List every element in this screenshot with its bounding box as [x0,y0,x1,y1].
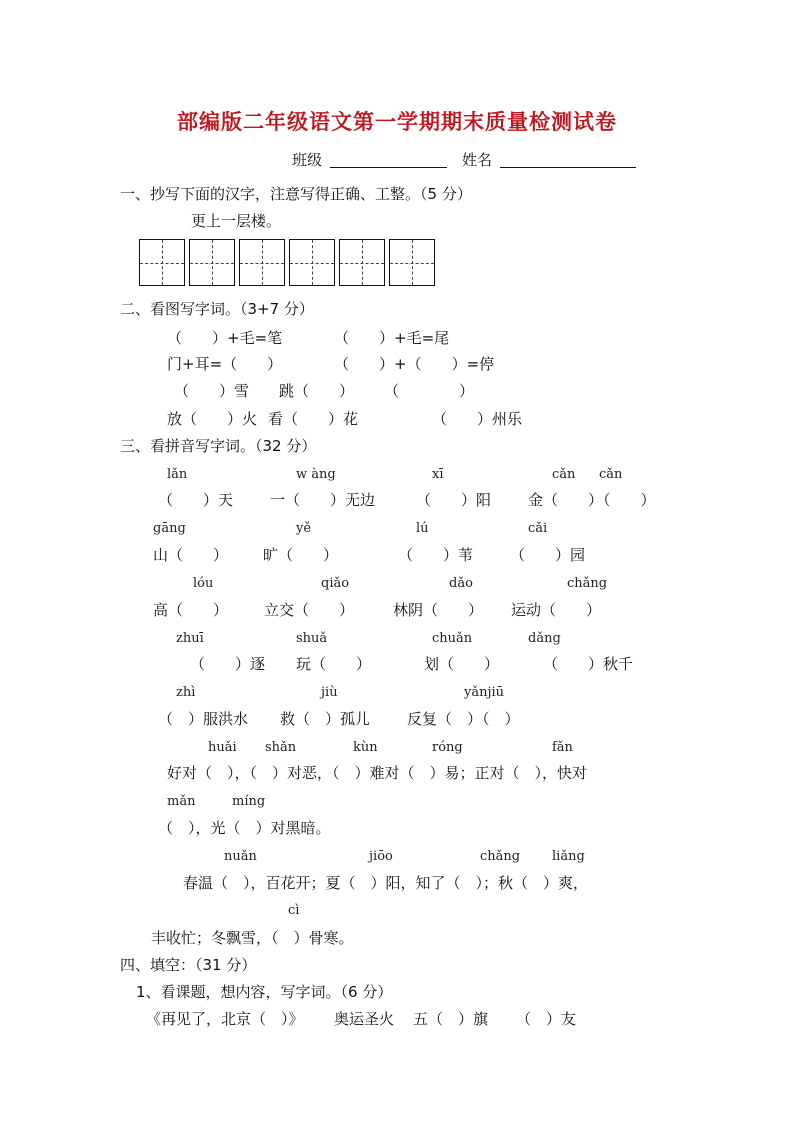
word-blank: 划（ ） [424,655,500,673]
writing-box[interactable] [339,239,385,286]
pinyin: fǎn [552,740,573,755]
word-blank: （ ）服洪水 [158,710,249,728]
q2-item: （ ）雪 跳（ ） [174,382,355,400]
writing-grid[interactable] [139,239,435,286]
q2-item: （ ）+毛=尾 [334,329,450,347]
pinyin: shuǎ [296,631,328,646]
pinyin: liǎng [552,849,585,864]
sub-question: 1、看课题，想内容，写字词。（6 分） [136,983,393,1001]
q2-item: （ ）+毛=笔 [167,329,283,347]
word-blank: 金（ ）（ ） [528,491,656,509]
word-blank: 高（ ） [153,601,229,619]
pinyin: yǎnjiū [464,685,505,700]
pinyin: huǎi [208,740,237,755]
word-blank: 山（ ） [153,546,229,564]
pinyin: xī [432,467,444,482]
pinyin: chǎng [567,576,608,591]
pinyin: cǎi [528,521,548,536]
q2-item: 放（ ）火 [167,410,258,428]
word-blank: 运动（ ） [511,601,602,619]
writing-box[interactable] [389,239,435,286]
word-blank: （ ）逐 [190,655,266,673]
q2-item: 看（ ）花 [268,410,359,428]
pinyin: zhuī [176,631,204,646]
word-blank: 林阴（ ） [393,601,484,619]
word-blank: 一（ ）无边 [270,491,376,509]
pinyin: lóu [193,576,214,591]
pinyin: w àng [296,467,336,482]
pinyin: shǎn [265,740,297,755]
pinyin: mǎn [167,794,196,809]
q2-item: （ ）州乐 [432,410,523,428]
name-label: 姓名 [462,151,493,169]
pinyin: cǎn [599,467,623,482]
fill-item: 五（ ）旗 [413,1010,489,1028]
fill-item: （ ）友 [516,1010,577,1028]
writing-box[interactable] [189,239,235,286]
word-blank: （ ）苇 [398,546,474,564]
writing-box[interactable] [139,239,185,286]
pinyin: yě [296,521,312,536]
poem-line: 春温（ ），百花开；夏（ ）阳，知了（ ）；秋（ ）爽， [183,874,589,892]
couplet-line: 好对（ ），（ ）对恶，（ ）难对（ ）易；正对（ ），快对 [167,764,588,782]
couplet-line: （ ），光（ ）对黑暗。 [158,819,331,837]
class-field[interactable] [330,167,447,168]
pinyin: cǎn [552,467,576,482]
word-blank: 立交（ ） [264,601,355,619]
section3-heading: 三、看拼音写字词。（32 分） [120,437,317,455]
word-blank: （ ）阳 [416,491,492,509]
pinyin: lǎn [167,467,188,482]
pinyin: dǎo [449,576,473,591]
pinyin: zhì [176,685,196,700]
section4-heading: 四、填空：（31 分） [120,956,257,974]
word-blank: （ ）秋千 [543,655,634,673]
word-blank: （ ）园 [510,546,586,564]
q2-item: （ ） [384,382,475,400]
pinyin: jiōo [369,849,393,864]
writing-box[interactable] [289,239,335,286]
pinyin: gāng [153,521,186,536]
pinyin: chǎng [480,849,521,864]
pinyin: chuǎn [432,631,473,646]
pinyin: kùn [353,740,378,755]
word-blank: （ ）天 [158,491,234,509]
pinyin: lú [416,521,429,536]
pinyin: jiù [321,685,338,700]
section1-heading: 一、抄写下面的汉字，注意写得正确、工整。（5 分） [120,185,472,203]
pinyin: nuǎn [224,849,257,864]
word-blank: 玩（ ） [296,655,372,673]
copy-sentence: 更上一层楼。 [191,212,282,230]
pinyin: róng [432,740,463,755]
pinyin: dǎng [528,631,561,646]
pinyin: cì [288,903,300,918]
poem-line: 丰收忙；冬飘雪，（ ）骨寒。 [151,929,354,947]
page-title: 部编版二年级语文第一学期期末质量检测试卷 [177,110,617,134]
class-label: 班级 [292,151,323,169]
word-blank: 反复（ ）（ ） [407,710,520,728]
q2-item: 门+耳=（ ） [167,355,283,373]
word-blank: 旷（ ） [263,546,339,564]
name-field[interactable] [500,167,636,168]
fill-item: 奥运圣火 [334,1010,395,1028]
q2-item: （ ）+（ ）=停 [334,355,495,373]
word-blank: 救（ ）孤儿 [280,710,371,728]
writing-box[interactable] [239,239,285,286]
section2-heading: 二、看图写字词。（3+7 分） [120,300,314,318]
pinyin: míng [232,794,266,809]
fill-item: 《再见了，北京（ ）》 [146,1010,304,1028]
pinyin: qiǎo [321,576,350,591]
